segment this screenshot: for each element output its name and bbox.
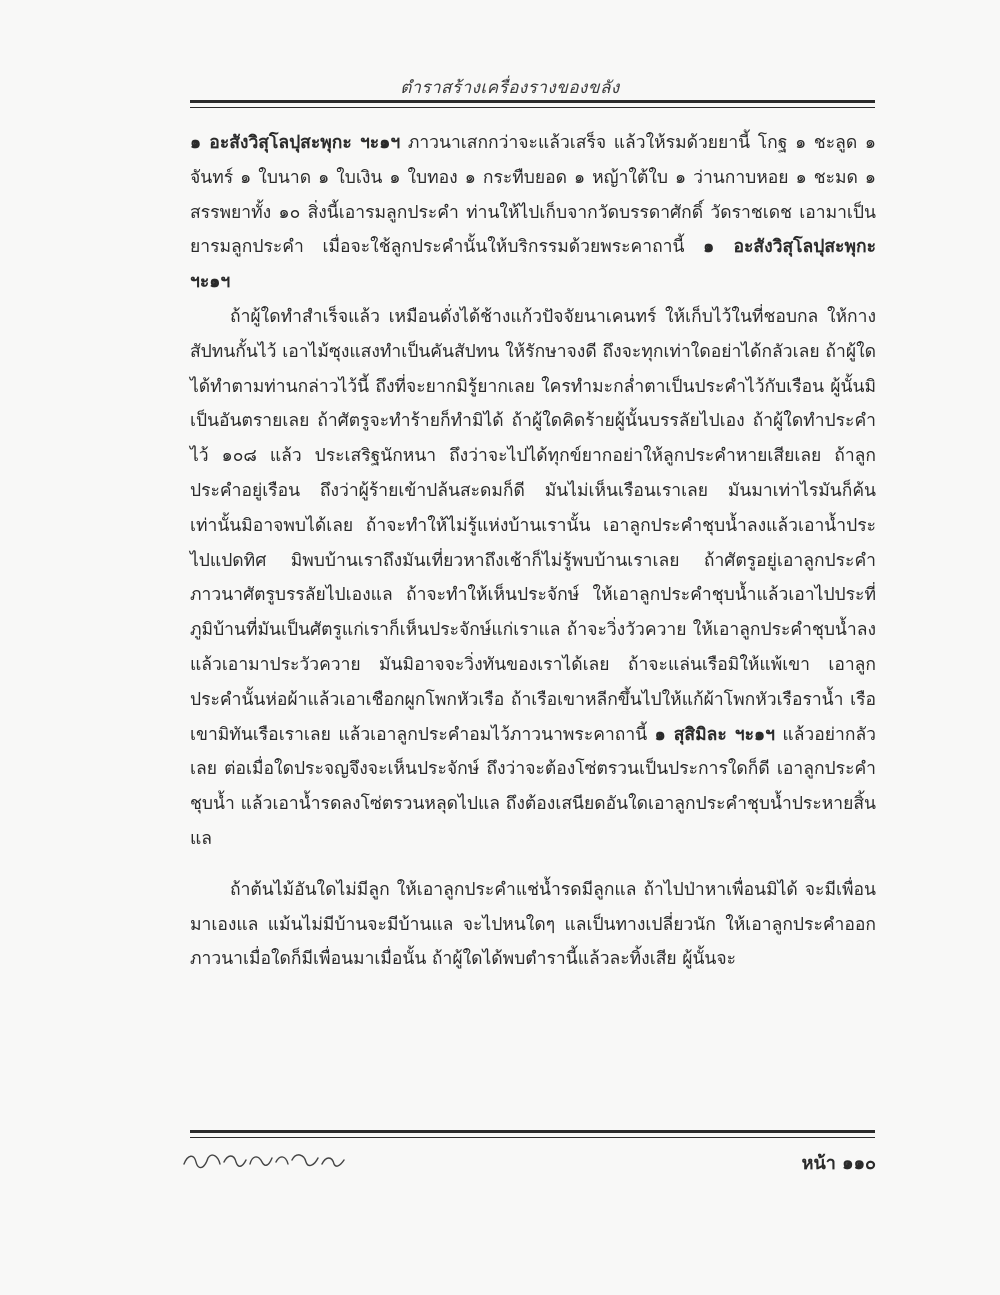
handwritten-signature — [180, 1146, 380, 1174]
paragraph-2 — [190, 300, 876, 857]
page-number: หน้า ๑๑๐ — [801, 1153, 876, 1174]
running-header-title: ตำราสร้างเครื่องรางของขลัง — [400, 78, 620, 98]
paragraph-2-text: ถ้าผู้ใดทำสำเร็จแล้ว เหมือนดั่งได้ช้างแก้วปัจจัยนาเคนทร์ ให้เก็บไว้ในที่ชอบกล ให้กางสัปทนกั้นไว้ เอาไม้ซุงแสงทำเป็นคันสัปทน ให้รักษาจงดี ถึงจะทุกเท่าใดอย่าได้กลัวเลย ถ้าผู้ใดได้ทำตามท่านกล่าวไว้นี้ ถึงที่จะยากมิรู้ยากเลย ใครทำมะกล่ำตาเป็นประคำไว้กับเรือน ผู้นั้นมิเป็นอันตรายเลย ถ้าศัตรูจะทำร้ายก็ทำมิได้ ถ้าผู้ใดคิดร้ายผู้นั้นบรรลัยไปเอง ถ้าผู้ใดทำประคำไว้ ๑๐๘ แล้ว ประเสริฐนักหนา ถึงว่าจะไปได้ทุกข์ยากอย่าให้ลูกประคำหายเสียเลย ถ้าลูกประคำอยู่เรือน ถึงว่าผู้ร้ายเข้าปล้นสะดมก็ดี มันไม่เห็นเรือนเราเลย มันมาเท่าไรมันก็ค้นเท่านั้นมิอาจพบได้เลย ถ้าจะทำให้ไม่รู้แห่งบ้านเรานั้น เอาลูกประคำชุบน้ำลงแล้วเอาน้ำประไปแปดทิศ มิพบบ้านเราถึงมันเที่ยวหาถึงเช้าก็ไม่รู้พบบ้านเราเลย ถ้าศัตรูอยู่เอาลูกประคำภาวนาศัตรูบรรลัยไปเองแล ถ้าจะทำให้เห็นประจักษ์ ให้เอาลูกประคำชุบน้ำแล้วเอาไปประที่ภูมิบ้านที่มันเป็นศัตรูแก่เราก็เห็นประจักษ์แก่เราแล ถ้าจะวิ่งวัวควาย ให้เอาลูกประคำชุบน้ำลง แล้วเอามาประวัวควาย มันมิอาจจะวิ่งทันของเราได้เลย ถ้าจะแล่นเรือมิให้แพ้เขา เอาลูกประคำนั้นห่อผ้าแล้วเอาเชือกผูกโพกหัวเรือ ถ้าเรือเขาหลีกขึ้นไปให้แก้ผ้าโพกหัวเรือราน้ำ เรือเขามิทันเรือเราเลย แล้วเอาลูกประคำอมไว้ภาวนาพระคาถานี้ — [190, 306, 876, 745]
paragraph-3-text: ถ้าต้นไม้อันใดไม่มีลูก ให้เอาลูกประคำแช่น้ำรดมีลูกแล ถ้าไปป่าหาเพื่อนมิได้ จะมีเพื่อนมาเองแล แม้นไม่มีบ้านจะมีบ้านแล จะไปหนใดๆ แลเป็นทางเปลี่ยวนัก ให้เอาลูกประคำออกภาวนาเมื่อใดก็มีเพื่อนมาเมื่อนั้น ถ้าผู้ใดได้พบตำรานี้แล้วละทิ้งเสีย ผู้นั้นจะ — [190, 879, 876, 970]
paragraph-3 — [190, 873, 876, 977]
signature-mark — [180, 1146, 380, 1174]
incantation-bold-tail: ๑ อะสังวิสุโลปุสะพุกะ ฯะ๑ฯ — [190, 237, 876, 293]
header-rule-thin — [190, 107, 875, 108]
body-text — [190, 126, 876, 977]
paragraph-1-text: ภาวนาเสกกว่าจะแล้วเสร็จ แล้วให้รมด้วยยานี้ โกฐ ๑ ชะลูด ๑ จันทร์ ๑ ใบนาด ๑ ใบเงิน ๑ ใบทอง ๑ กระทืบยอด ๑ หญ้าใต้ใบ ๑ ว่านกาบหอย ๑ ชะมด ๑ สรรพยาทั้ง ๑๐ สิ่งนี้เอารมลูกประคำ ท่านให้ไปเก็บจากวัดบรรดาศักดิ์ วัดราชเดช เอามาเป็นยารมลูกประคำ เมื่อจะใช้ลูกประคำนั้นให้บริกรรมด้วยพระคาถานี้ — [190, 133, 876, 258]
paragraph-1 — [190, 126, 876, 300]
header-rule-thick — [190, 100, 875, 103]
incantation-bold: ๑ อะสังวิสุโลปุสะพุกะ ฯะ๑ฯ — [190, 133, 401, 153]
paragraph-2-tail: แล้วอย่ากลัวเลย ต่อเมื่อใดประจญจึงจะเห็นประจักษ์ ถึงว่าจะต้องโซ่ตรวนเป็นประการใดก็ดี เอาลูกประคำชุบน้ำ แล้วเอาน้ำรดลงโซ่ตรวนหลุดไปแล ถึงต้องเสนียดอันใดเอาลูกประคำชุบน้ำประหายสิ้นแล — [190, 724, 876, 849]
footer-rule-thick — [190, 1130, 875, 1133]
incantation-bold-2: ๑ สุสิมิละ ฯะ๑ฯ — [654, 724, 775, 745]
footer-rule-thin — [190, 1137, 875, 1138]
